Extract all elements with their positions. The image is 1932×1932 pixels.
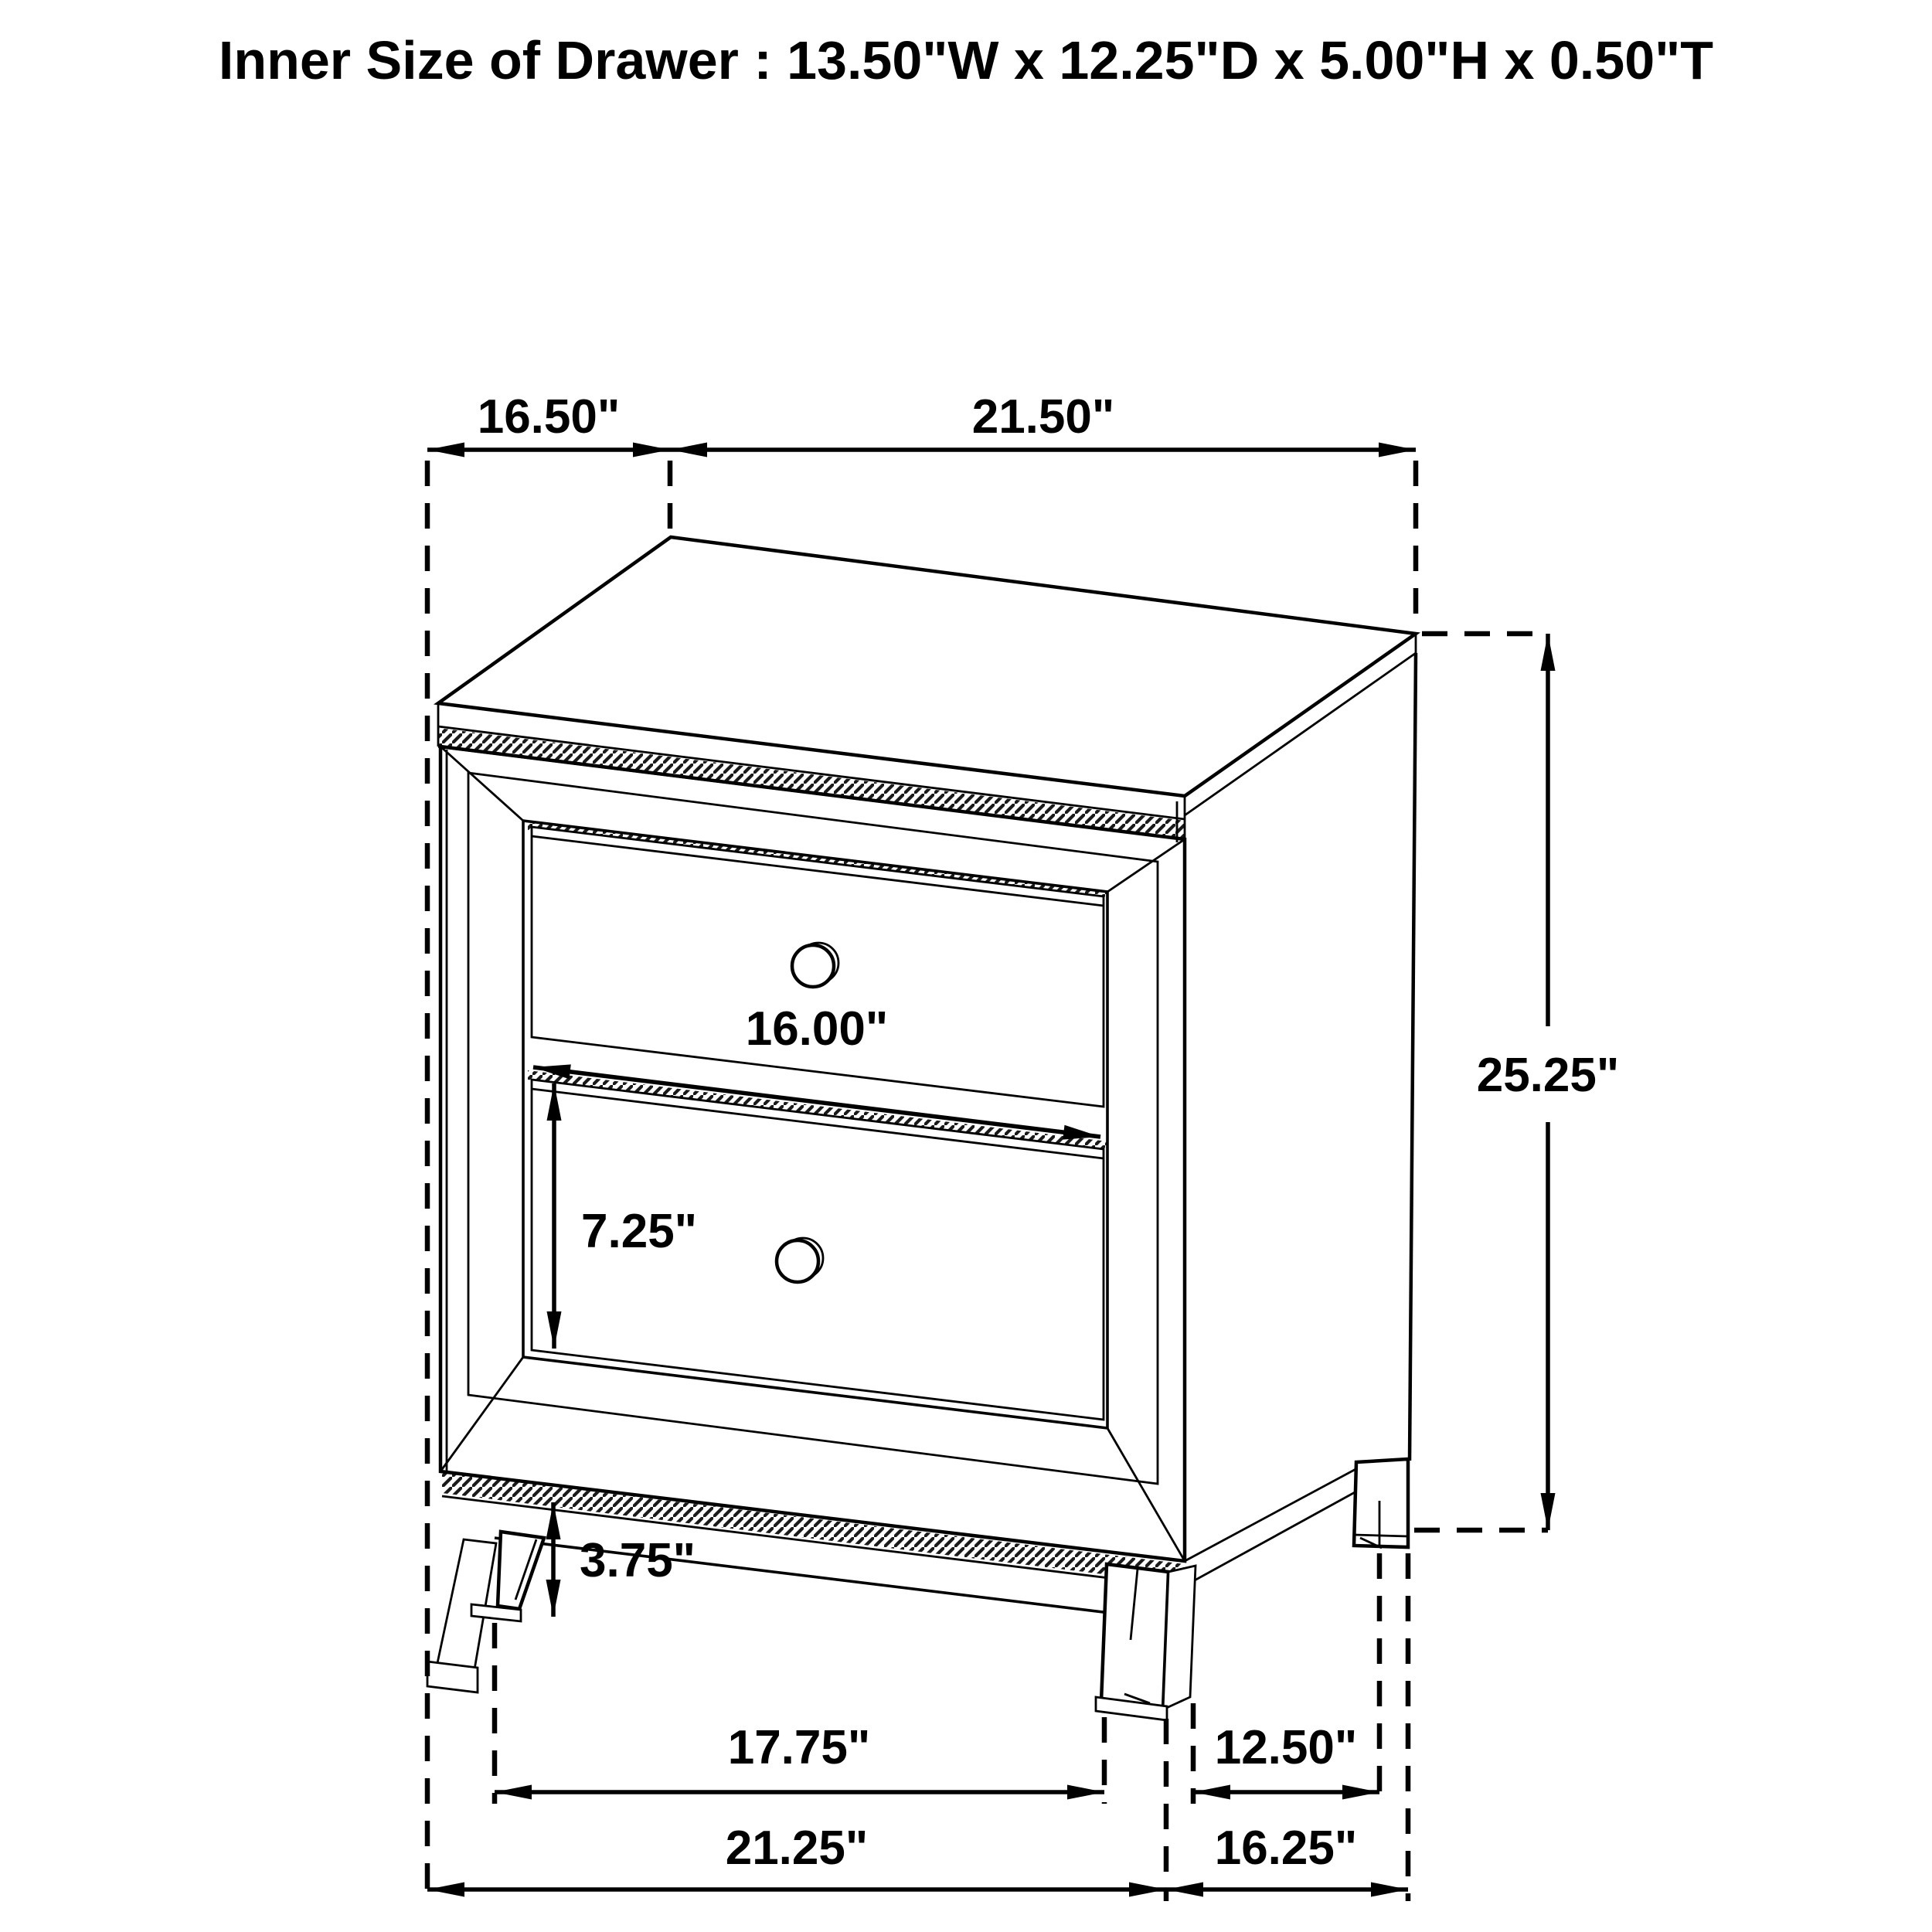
dim-label-top-depth: 16.50" — [477, 390, 621, 444]
dim-label-base-side-depth: 16.25" — [1214, 1821, 1358, 1875]
page-title: Inner Size of Drawer : 13.50"W x 12.25"D x 5.00"H x 0.50"T — [218, 30, 1714, 90]
nightstand-drawing — [427, 537, 1416, 1720]
dim-label-top-width: 21.50" — [971, 390, 1115, 444]
dimension-right-leg-span — [1193, 1721, 1379, 1792]
back-right-leg — [1354, 1459, 1408, 1548]
dimension-base-side-depth — [1166, 1821, 1408, 1889]
top-drawer — [528, 821, 1107, 1107]
dim-label-drawer-front-height: 7.25" — [581, 1205, 698, 1258]
dimension-front-leg-span — [495, 1721, 1104, 1792]
dim-label-base-front-width: 21.25" — [725, 1821, 869, 1875]
front-right-leg — [1096, 1564, 1196, 1720]
dimension-base-front-width — [427, 1821, 1166, 1889]
dimension-top-depth — [427, 390, 670, 450]
dim-label-leg-height: 3.75" — [580, 1534, 696, 1587]
dim-label-front-leg-span: 17.75" — [727, 1721, 871, 1774]
top-face — [438, 537, 1416, 842]
dimension-top-width — [670, 390, 1416, 450]
dim-label-right-leg-span: 12.50" — [1214, 1721, 1358, 1774]
dim-label-overall-height: 25.25" — [1476, 1049, 1620, 1102]
dim-label-drawer-front-width: 16.00" — [745, 1002, 889, 1056]
dimension-overall-height — [1477, 634, 1620, 1530]
right-side-face — [1185, 653, 1416, 1586]
